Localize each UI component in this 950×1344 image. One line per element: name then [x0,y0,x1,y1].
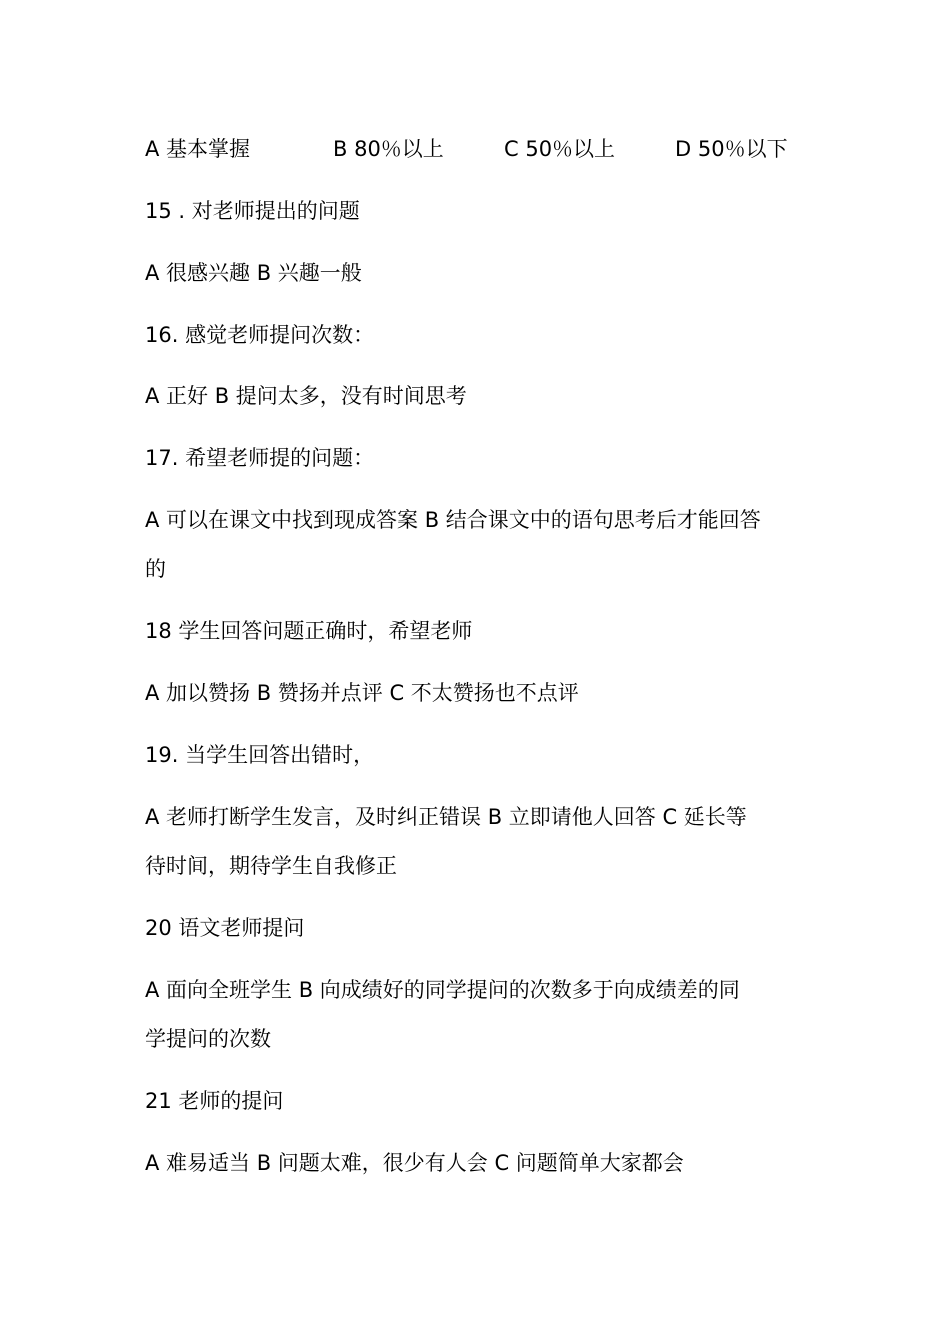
option-b: B 80％以上 [333,137,444,161]
question-16-options: A 正好 B 提问太多，没有时间思考 [145,384,467,408]
question-19-options-cont: 待时间，期待学生自我修正 [145,854,397,878]
option-a: A 基本掌握 [145,137,251,161]
question-20-title: 20 语文老师提问 [145,916,305,940]
question-18-title: 18 学生回答问题正确时，希望老师 [145,619,473,643]
question-19-options: A 老师打断学生发言，及时纠正错误 B 立即请他人回答 C 延长等 [145,805,747,829]
question-20-options-cont: 学提问的次数 [145,1027,271,1051]
question-19-title: 19. 当学生回答出错时， [145,743,375,767]
question-15-title: 15 . 对老师提出的问题 [145,199,360,223]
question-17-title: 17. 希望老师提的问题： [145,446,375,470]
question-17-options-cont: 的 [145,557,166,581]
question-16-title: 16. 感觉老师提问次数： [145,323,375,347]
question-21-options: A 难易适当 B 问题太难，很少有人会 C 问题简单大家都会 [145,1151,684,1175]
option-c: C 50％以上 [504,137,616,161]
option-d: D 50％以下 [675,137,788,161]
question-21-title: 21 老师的提问 [145,1089,284,1113]
question-18-options: A 加以赞扬 B 赞扬并点评 C 不太赞扬也不点评 [145,681,579,705]
question-17-options: A 可以在课文中找到现成答案 B 结合课文中的语句思考后才能回答 [145,508,761,532]
question-15-options: A 很感兴趣 B 兴趣一般 [145,261,362,285]
question-20-options: A 面向全班学生 B 向成绩好的同学提问的次数多于向成绩差的同 [145,978,740,1002]
